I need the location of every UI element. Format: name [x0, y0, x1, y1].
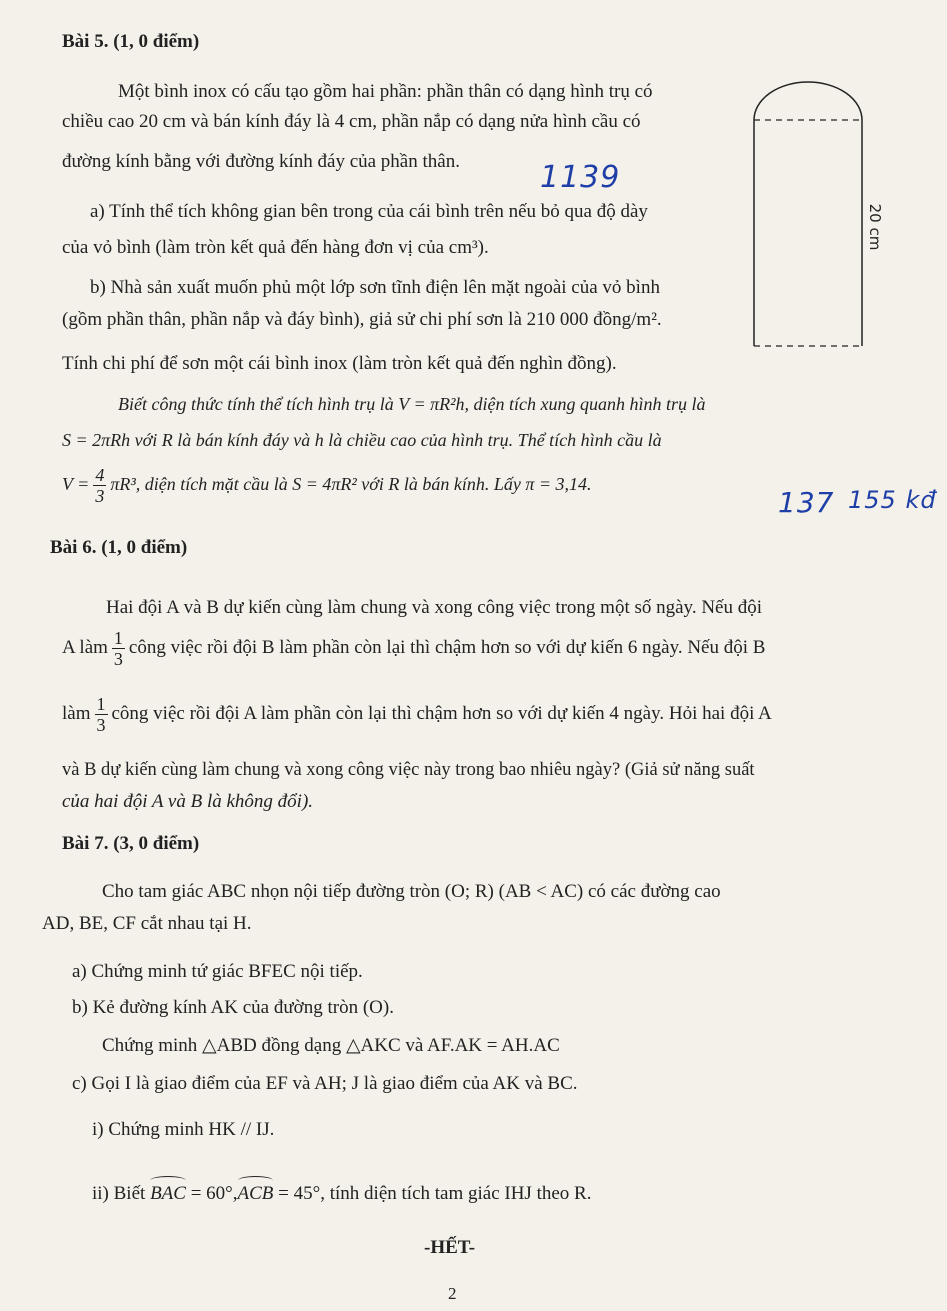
problem-6-line-1: Hai đội A và B dự kiến cùng làm chung và xong công việc trong một số ngày. Nếu đội	[106, 597, 763, 618]
problem-5-part-b-line-3: Tính chi phí để sơn một cái bình inox (làm tròn kết quả đến nghìn đồng).	[62, 353, 617, 374]
fraction-1-3: $\frac{1}{3}$	[113, 628, 123, 670]
problem-7-part-b-line-1: b) Kẻ đường kính AK của đường tròn (O).	[72, 997, 394, 1018]
problem-7-line-1: Cho tam giác ABC nhọn nội tiếp đường tròn (O; R) (AB < AC) có các đường cao	[102, 881, 721, 902]
handwritten-note-1: 1139	[540, 160, 621, 195]
problem-6-line-3: làm $\frac{1}{3}$ công việc rồi đội A làm phần còn lại thì chậm hơn so với dự kiến 4 ngày. Hỏi hai đội A	[62, 694, 772, 736]
problem-7-part-c-ii: ii) Biết BAC = 60°,ACB = 45°, tính diện tích tam giác IHJ theo R.	[92, 1178, 591, 1206]
problem-6-line-2: A làm $\frac{1}{3}$ công việc rồi đội B làm phần còn lại thì chậm hơn so với dự kiến 6 ngày. Nếu đội B	[62, 628, 766, 670]
problem-7-title: Bài 7. (3, 0 điểm)	[62, 833, 200, 854]
page-number: 2	[448, 1284, 457, 1303]
bottle-figure	[748, 82, 884, 372]
problem-7-part-c-i: i) Chứng minh HK // IJ.	[92, 1119, 275, 1140]
problem-5-title: Bài 5. (1, 0 điểm)	[62, 31, 200, 52]
arc-acb: ACB	[238, 1178, 274, 1206]
end-marker: -HẾT-	[424, 1237, 476, 1258]
fraction-4-3: $\frac{4}{3}$	[95, 465, 105, 507]
problem-6-line-4: và B dự kiến cùng làm chung và xong công việc này trong bao nhiêu ngày? (Giả sử năng suất	[62, 760, 755, 780]
problem-7-part-c: c) Gọi I là giao điểm của EF và AH; J là giao điểm của AK và BC.	[72, 1073, 578, 1094]
handwritten-note-3: 155 kđ	[848, 486, 937, 514]
problem-5-line-2: chiều cao 20 cm và bán kính đáy là 4 cm, phần nắp có dạng nửa hình cầu có	[62, 111, 641, 132]
formula-line-2: S = 2πRh với R là bán kính đáy và h là chiều cao của hình trụ. Thể tích hình cầu là	[62, 430, 662, 450]
arc-bac: BAC	[150, 1178, 186, 1206]
formula-line-3-rest: πR³, diện tích mặt cầu là S = 4πR² với R là bán kính. Lấy π = 3,14.	[110, 474, 592, 494]
fraction-1-3-b: $\frac{1}{3}$	[96, 694, 106, 736]
problem-6-line-5: của hai đội A và B là không đổi).	[62, 791, 314, 812]
problem-5-part-b-line-2: (gồm phần thân, phần nắp và đáy bình), giả sử chi phí sơn là 210 000 đồng/m².	[62, 309, 662, 330]
problem-5-line-3: đường kính bằng với đường kính đáy của phần thân.	[62, 151, 460, 172]
problem-7-part-b-line-2: Chứng minh △ABD đồng dạng △AKC và AF.AK = AH.AC	[102, 1035, 560, 1056]
problem-5-part-b-line-1: b) Nhà sản xuất muốn phủ một lớp sơn tĩnh điện lên mặt ngoài của vỏ bình	[90, 277, 660, 298]
hemisphere-lid	[754, 82, 862, 120]
problem-5-line-1: Một bình inox có cấu tạo gồm hai phần: phần thân có dạng hình trụ có	[118, 81, 653, 102]
problem-7-part-a: a) Chứng minh tứ giác BFEC nội tiếp.	[72, 961, 363, 982]
height-label: 20 cm	[866, 203, 884, 251]
problem-6-title: Bài 6. (1, 0 điểm)	[50, 537, 188, 558]
handwritten-note-2: 137	[778, 486, 835, 519]
problem-7-line-2: AD, BE, CF cắt nhau tại H.	[42, 913, 252, 934]
formula-line-3	[62, 462, 592, 506]
formula-line-1: Biết công thức tính thể tích hình trụ là V = πR²h, diện tích xung quanh hình trụ là	[118, 394, 706, 414]
formula-v-equals: V =	[62, 474, 90, 494]
problem-5-part-a-line-1: a) Tính thể tích không gian bên trong của cái bình trên nếu bỏ qua độ dày	[90, 201, 648, 222]
problem-5-part-a-line-2: của vỏ bình (làm tròn kết quả đến hàng đơn vị của cm³).	[62, 237, 489, 258]
